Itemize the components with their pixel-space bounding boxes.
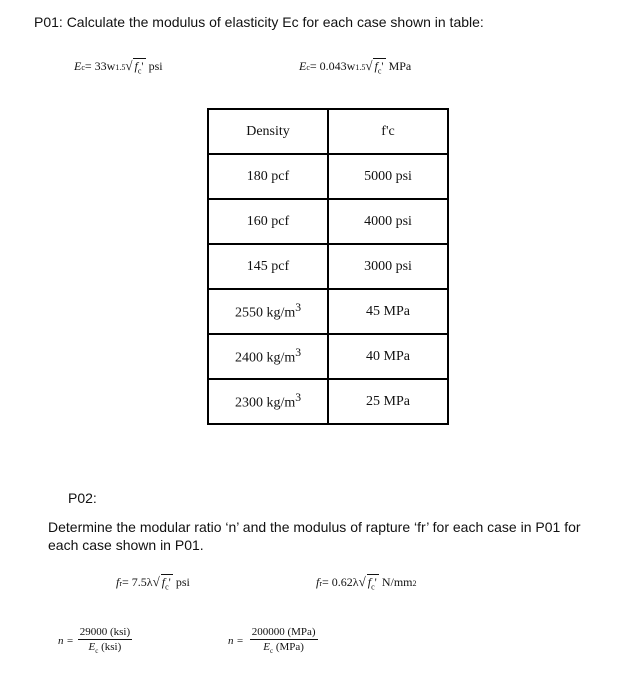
p01-title: P01: Calculate the modulus of elasticity Ec for each case shown in table: xyxy=(34,14,484,30)
density-cell: 145 pcf xyxy=(208,244,328,289)
table-row xyxy=(208,199,448,244)
fc-cell: 40 MPa xyxy=(328,334,448,379)
formula-n-si: n = $\frac{\text{200000 (MPa)}}{E_c (MPa)}$ xyxy=(228,626,316,656)
density-cell: 2300 $kg/m^3$ xyxy=(208,379,328,424)
table-row xyxy=(208,154,448,199)
density-cell: 2550 $kg/m^3$ xyxy=(208,289,328,334)
sqrt-symbol: √ xyxy=(152,574,160,589)
formula-ec-us: E c = 33w 1.5 √ $f_c'$ psi xyxy=(74,58,163,76)
fc-cell: 5000 psi xyxy=(328,154,448,199)
density-cell: 2400 $kg/m^3$ xyxy=(208,334,328,379)
sqrt-symbol: √ xyxy=(358,574,366,589)
header-density: Density xyxy=(208,109,328,154)
formula-n-us: n = $\frac{\text{29000 (ksi)}}{E_c (ksi)}$ xyxy=(58,626,131,656)
table-row xyxy=(208,379,448,424)
density-cell: 160 pcf xyxy=(208,199,328,244)
table-row xyxy=(208,289,448,334)
formula-fr-si: f r = 0.62λ √ $f_c'$ N/mm 2 xyxy=(316,574,417,592)
fc-cell: 45 MPa xyxy=(328,289,448,334)
formula-fr-us: f r = 7.5λ √ $f_c'$ psi xyxy=(116,574,190,592)
formula-ec-si: E c = 0.043w 1.5 √ $f_c'$ MPa xyxy=(299,58,412,76)
fc-cell: 4000 psi xyxy=(328,199,448,244)
fc-cell: 3000 psi xyxy=(328,244,448,289)
fc-cell: 25 MPa xyxy=(328,379,448,424)
density-cell: 180 pcf xyxy=(208,154,328,199)
table-row xyxy=(208,244,448,289)
header-fc: f'c xyxy=(328,109,448,154)
p02-title: P02: xyxy=(68,490,97,506)
table-row xyxy=(208,334,448,379)
density-strength-table xyxy=(207,108,449,425)
table-header-row xyxy=(208,109,448,154)
p02-body: Determine the modular ratio ‘n’ and the modulus of rapture ‘fr’ for each case in P01 for each case shown in P01. xyxy=(48,519,581,553)
sqrt-symbol: √ xyxy=(125,58,133,73)
sqrt-symbol: √ xyxy=(365,58,373,73)
